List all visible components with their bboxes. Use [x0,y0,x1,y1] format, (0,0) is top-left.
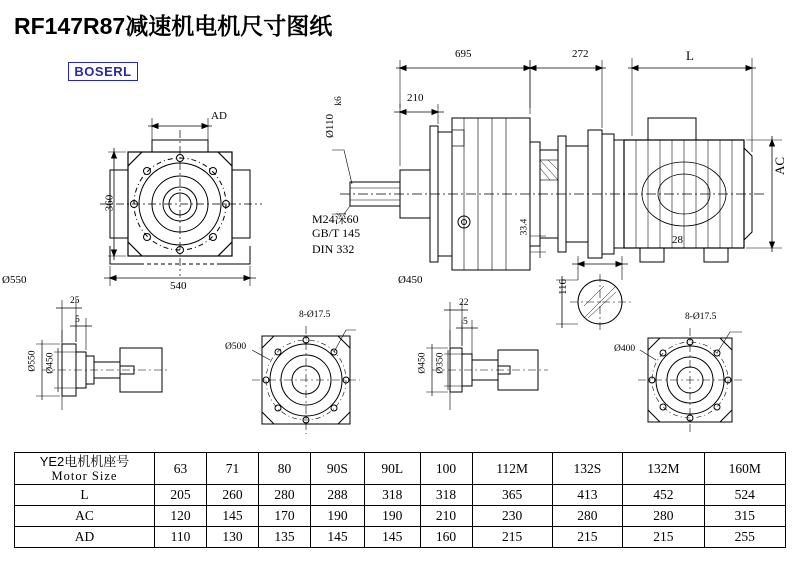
table-cell: 318 [420,485,472,506]
dim-210-label: 210 [407,92,424,104]
table-cell: 132M [623,453,704,485]
table-cell: 90S [311,453,365,485]
table-cell: 112M [472,453,552,485]
table-cell: 288 [311,485,365,506]
table-cell: 190 [311,506,365,527]
dim-28-label: 28 [672,234,683,246]
table-row [15,506,786,527]
table-cell: 132S [552,453,622,485]
table-cell: 145 [311,527,365,548]
dim-550-left-label: Ø550 [2,274,27,286]
table-cell: 135 [259,527,311,548]
table-row-header-l: L [15,485,155,506]
flange-550-label: Ø550 [27,350,38,372]
table-cell: 315 [704,506,785,527]
table-cell: 215 [623,527,704,548]
table-cell: 215 [472,527,552,548]
table-cell: 71 [207,453,259,485]
dim-540-label: 540 [170,280,187,292]
table-cell: 190 [364,506,420,527]
dim-360-label: 360 [103,194,116,212]
flange-400-label: Ø400 [614,344,636,354]
table-cell: 230 [472,506,552,527]
table-cell: 80 [259,453,311,485]
dim-25-label: 25 [70,296,80,306]
flange-350-label: Ø350 [435,352,446,374]
table-cell: 255 [704,527,785,548]
table-cell: 63 [155,453,207,485]
table-row [15,485,786,506]
thread-spec-line2: GB/T 145 [312,226,361,240]
table-cell: 260 [207,485,259,506]
table-cell: 365 [472,485,552,506]
dim-272-label: 272 [572,48,589,60]
table-row [15,453,786,485]
table-cell: 280 [552,506,622,527]
table-cell: 280 [259,485,311,506]
dim-116-label: 116 [557,278,570,296]
table-body [15,453,786,548]
bolt-hole-spec-b: 8-Ø17.5 [685,312,717,322]
motor-size-label-cn: YE2电机机座号 [39,453,130,469]
dim-450-mid-label: Ø450 [398,274,423,286]
bolt-hole-spec-a: 8-Ø17.5 [299,310,331,320]
page-title: RF147R87减速机电机尺寸图纸 [14,13,333,39]
dim-5-b-label: 5 [463,317,468,327]
table-cell: 110 [155,527,207,548]
table-row [15,527,786,548]
motor-size-table [14,452,786,548]
table-cell: 210 [420,506,472,527]
dim-695-label: 695 [455,48,472,60]
table-cell: 280 [623,506,704,527]
table-row-header-motor-size [15,453,155,485]
motor-size-label-en: Motor Size [51,468,118,483]
table-cell: 413 [552,485,622,506]
table-cell: 170 [259,506,311,527]
shaft-tolerance-label: k6 [333,96,344,106]
table-cell: 100 [420,453,472,485]
table-cell: 215 [552,527,622,548]
dim-5-a-label: 5 [75,315,80,325]
table-cell: 145 [207,506,259,527]
shaft-diameter-label: Ø110 [324,113,337,139]
table-row-header-ac: AC [15,506,155,527]
flange-450b-label: Ø450 [417,352,428,374]
brand-logo: BOSERL [68,62,138,81]
dim-l-label: L [686,48,694,63]
table-row-header-ad: AD [15,527,155,548]
table-cell: 524 [704,485,785,506]
flange-500-label: Ø500 [225,342,247,352]
dim-ad-label: AD [211,110,227,122]
table-cell: 120 [155,506,207,527]
dim-ac-label: AC [772,156,788,176]
thread-spec-line1: M24深60 [312,212,359,226]
thread-spec-line3: DIN 332 [312,242,355,256]
table-cell: 452 [623,485,704,506]
table-cell: 318 [364,485,420,506]
table-cell: 90L [364,453,420,485]
table-cell: 160M [704,453,785,485]
table-cell: 205 [155,485,207,506]
dim-22-label: 22 [459,298,469,308]
table-cell: 160 [420,527,472,548]
flange-450a-label: Ø450 [45,352,56,374]
table-cell: 130 [207,527,259,548]
table-cell: 145 [364,527,420,548]
dim-33-4-label: 33.4 [519,218,530,236]
